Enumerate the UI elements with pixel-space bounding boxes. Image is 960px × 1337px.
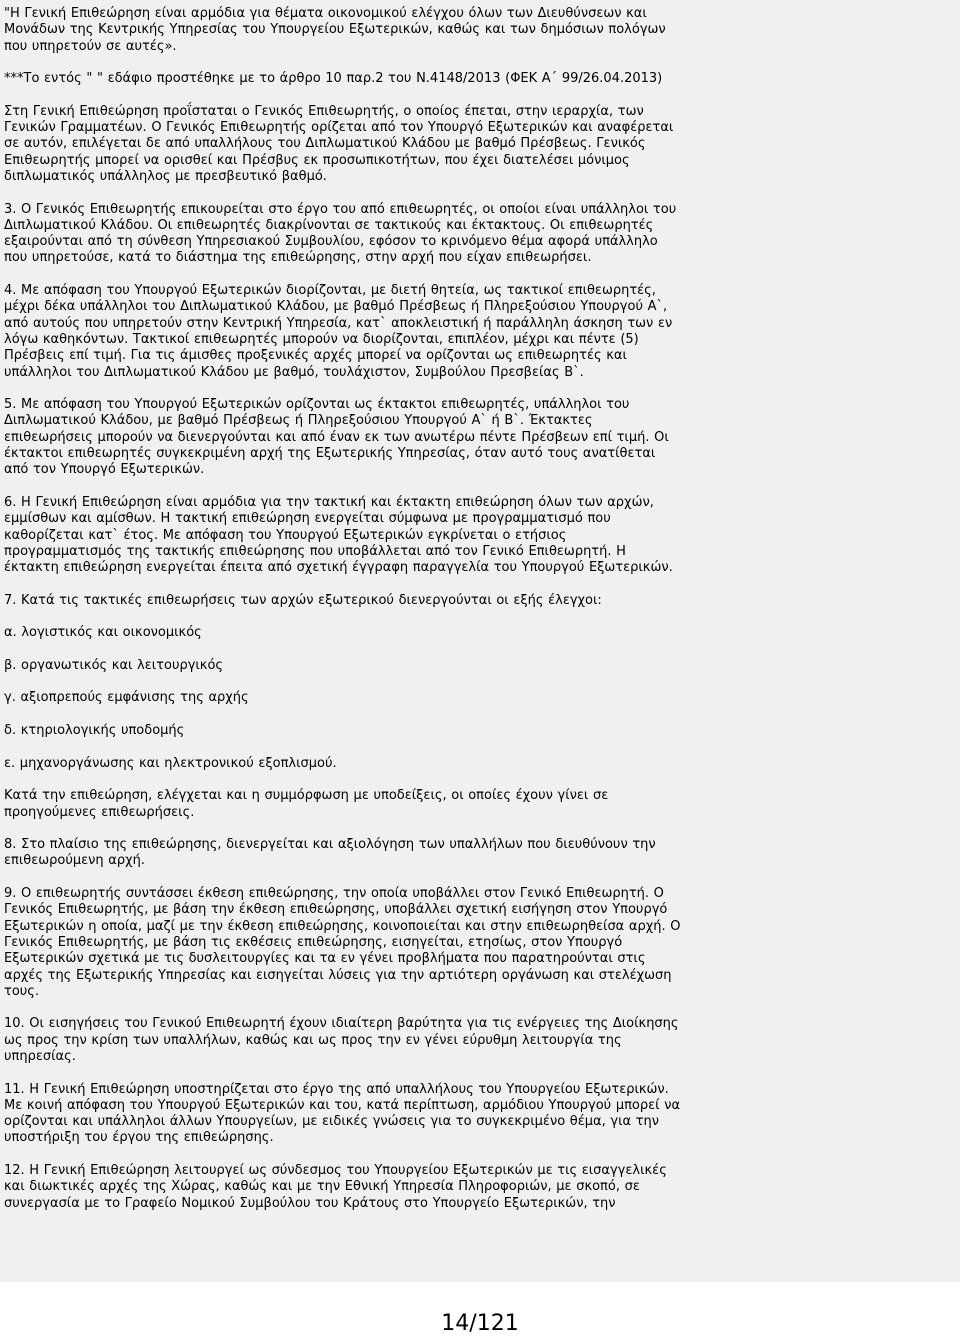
paragraph-10: 10. Οι εισηγήσεις του Γενικού Επιθεωρητή έχουν ιδιαίτερη βαρύτητα για τις ενέργειες της Διοίκησης ως προς την κρίση των υπαλλήλων, καθώς και ως προς την εν γένει εύρυθμη λειτουργία της υπηρεσίας. bbox=[4, 1016, 679, 1064]
paragraph-intro-quote: "Η Γενική Επιθεώρηση είναι αρμόδια για θέματα οικονομικού ελέγχου όλων των Διευθύνσεων και Μονάδων της Κεντρικής Υπηρεσίας του Υπουργείου Εξωτερικών, καθώς και των δημόσιων πολόγων που υπηρετούν σε αυτές». bbox=[4, 6, 666, 54]
paragraph-2: Στη Γενική Επιθεώρηση προΐσταται ο Γενικός Επιθεωρητής, ο οποίος έπεται, στην ιεραρχία, των Γενικών Γραμματέων. Ο Γενικός Επιθεωρητής ορίζεται από τον Υπουργό Εξωτερικών και αναφέρεται σε αυτόν, επιλέγεται δε από υπαλλήλους του Διπλωματικού Κλάδου με βαθμό Πρέσβεως. Γενικός Επιθεωρητής μπορεί να ορισθεί και Πρέσβυς εκ προσωπικοτήτων, που έχει διατελέσει μόνιμος διπλωματικός υπάλληλος με πρεσβευτικό βαθμό. bbox=[4, 103, 674, 184]
paragraph-3: 3. Ο Γενικός Επιθεωρητής επικουρείται στο έργο του από επιθεωρητές, οι οποίοι είναι υπάλληλοι του Διπλωματικού Κλάδου. Οι επιθεωρητές διακρίνονται σε τακτικούς και έκτακτους. Οι επιθεωρητές εξαιρούνται από τη σύνθεση Υπηρεσιακού Συμβουλίου, εφόσον το κρινόμενο θέμα αφορά υπάλληλο που υπηρετούσε, κατά το διάστημα της επιθεώρησης, στην αρχή που είχαν επιθεωρήσει. bbox=[4, 201, 677, 266]
paragraph-6: 6. Η Γενική Επιθεώρηση είναι αρμόδια για την τακτική και έκτακτη επιθεώρηση όλων των αρχών, εμμίσθων και αμίσθων. Η τακτική επιθεώρηση ενεργείται σύμφωνα με προγραμματισμό που καθορίζεται κατ` έτος. Με απόφαση του Υπουργού Εξωτερικών εγκρίνεται ο ετήσιος προγραμματισμός της τακτικής επιθεώρησης που υποβάλλεται από τον Γενικό Επιθεωρητή. Η έκτακτη επιθεώρηση ενεργείται έπειτα από σχετική έγγραφη παραγγελία του Υπουργού Εξωτερικών. bbox=[4, 494, 673, 576]
paragraph-11: 11. Η Γενική Επιθεώρηση υποστηρίζεται στο έργο της από υπαλλήλους του Υπουργείου Εξωτερικών. Με κοινή απόφαση του Υπουργού Εξωτερικών και του, κατά περίπτωση, αρμόδιου Υπουργού μπορεί να ορίζονται και υπάλληλοι άλλων Υπουργείων, με ειδικές γνώσεις για το συγκεκριμένο θέμα, για την υποστήριξη του έργου της επιθεώρησης. bbox=[4, 1081, 681, 1146]
paragraph-4: 4. Με απόφαση του Υπουργού Εξωτερικών διορίζονται, με διετή θητεία, ως τακτικοί επιθεωρητές, μέχρι δέκα υπάλληλοι του Διπλωματικού Κλάδου, με βαθμό Πρέσβεως ή Πληρεξούσιου Υπουργού Α`, από αυτούς που υπηρετούν στην Κεντρική Υπηρεσία, κατ` αποκλειστική ή παράλληλη άσκηση των εν λόγω καθηκόντων. Τακτικοί επιθεωρητές μπορούν να διορίζονται, επιπλέον, μέχρι και πέντε (5) Πρέσβεις επί τιμή. Για τις άμισθες προξενικές αρχές μπορεί να ορίζονται ως επιθεωρητές και υπάλληλοι του Διπλωματικού Κλάδου με βαθμό, τουλάχιστον, Συμβούλου Πρεσβείας Β`. bbox=[4, 283, 673, 380]
list-item-c: γ. αξιοπρεπούς εμφάνισης της αρχής bbox=[4, 690, 249, 706]
list-item-a: α. λογιστικός και οικονομικός bbox=[4, 625, 202, 641]
document-body bbox=[0, 6, 684, 1228]
paragraph-9: 9. Ο επιθεωρητής συντάσσει έκθεση επιθεώρησης, την οποία υποβάλλει στον Γενικό Επιθεωρητή. Ο Γενικός Επιθεωρητής, με βάση την έκθεση επιθεώρησης, υποβάλλει σχετική εισήγηση στον Υπουργό Εξωτερικών η οποία, μαζί με την έκθεση επιθεώρησης, κοινοποιείται και στην επιθεωρηθείσα αρχή. Ο Γενικός Επιθεωρητής, με βάση τις εκθέσεις επιθεώρησης, εισηγείται, ετησίως, στον Υπουργό Εξωτερικών σχετικά με τις δυσλειτουργίες και τα εν γένει προβλήματα που παρατηρούνται στις αρχές της Εξωτερικής Υπηρεσίας και εισηγείται λύσεις για την αρτιότερη οργάνωση και στελέχωση τους. bbox=[4, 886, 681, 999]
list-item-d: δ. κτηριολογικής υποδομής bbox=[4, 723, 185, 739]
paragraph-amendment-note: ***Το εντός " " εδάφιο προστέθηκε με το άρθρο 10 παρ.2 του Ν.4148/2013 (ΦΕΚ Α΄ 99/26.04.2013) bbox=[4, 71, 663, 87]
paragraph-12: 12. Η Γενική Επιθεώρηση λειτουργεί ως σύνδεσμος του Υπουργείου Εξωτερικών με τις εισαγγελικές και διωκτικές αρχές της Χώρας, καθώς και με την Εθνική Υπηρεσία Πληροφοριών, με σκοπό, σε συνεργασία με το Γραφείο Νομικού Συμβούλου του Κράτους στο Υπουργείο Εξωτερικών, την bbox=[4, 1163, 667, 1211]
list-item-b: β. οργανωτικός και λειτουργικός bbox=[4, 657, 224, 673]
paragraph-5: 5. Με απόφαση του Υπουργού Εξωτερικών ορίζονται ως έκτακτοι επιθεωρητές, υπάλληλοι του Διπλωματικού Κλάδου, με βαθμό Πρέσβεως ή Πληρεξούσιου Υπουργού Α` ή Β`. Έκτακτες επιθεωρήσεις μπορούν να διενεργούνται και από έναν εκ των ανωτέρω πέντε Πρέσβεων επί τιμή. Οι έκτακτοι επιθεωρητές συγκεκριμένη αρχή της Εξωτερικής Υπηρεσίας, όταν αυτό τους ανατίθεται από τον Υπουργό Εξωτερικών. bbox=[4, 397, 669, 478]
list-item-e: ε. μηχανοργάνωσης και ηλεκτρονικού εξοπλισμού. bbox=[4, 755, 337, 771]
page-number: 14/121 bbox=[441, 1311, 519, 1336]
paragraph-8: 8. Στο πλαίσιο της επιθεώρησης, διενεργείται και αξιολόγηση των υπαλλήλων που διευθύνουν την επιθεωρούμενη αρχή. bbox=[4, 837, 656, 869]
paragraph-compliance: Κατά την επιθεώρηση, ελέγχεται και η συμμόρφωση με υποδείξεις, οι οποίες έχουν γίνει σε προηγούμενες επιθεωρήσεις. bbox=[4, 788, 609, 820]
paragraph-7: 7. Κατά τις τακτικές επιθεωρήσεις των αρχών εξωτερικού διενεργούνται οι εξής έλεγχοι: bbox=[4, 592, 602, 608]
